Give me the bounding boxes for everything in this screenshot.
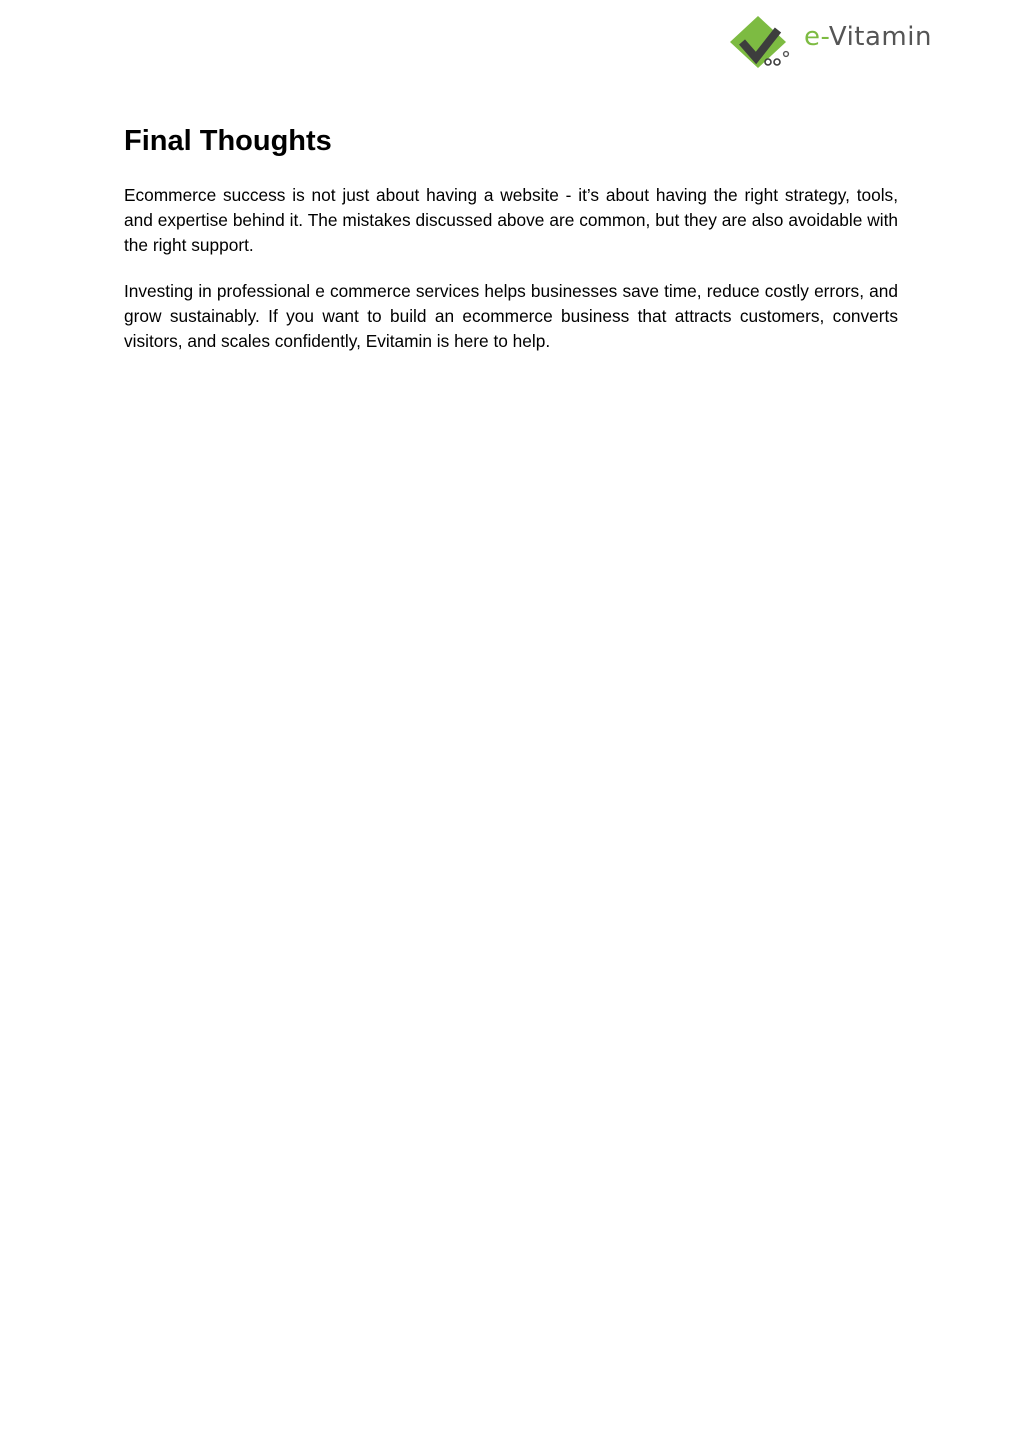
brand-wordmark-prefix: e- [804,22,829,52]
main-content [124,124,898,375]
brand-logo [728,12,938,72]
body-paragraph-1: Ecommerce success is not just about having a website - it’s about having the right strategy, tools, and expertise behind it. The mistakes discussed above are common, but they are also avoidable with the right support. [124,185,898,255]
body-paragraph-2: Investing in professional e commerce services helps businesses save time, reduce costly errors, and grow sustainably. If you want to build an ecommerce business that attracts customers, converts visitors, and scales confidently, Evitamin is here to help. [124,281,898,351]
diamond-check-cart-icon [728,12,798,72]
brand-wordmark-suffix: Vitamin [828,22,932,52]
brand-wordmark [804,24,932,50]
section-title: Final Thoughts [124,125,332,157]
